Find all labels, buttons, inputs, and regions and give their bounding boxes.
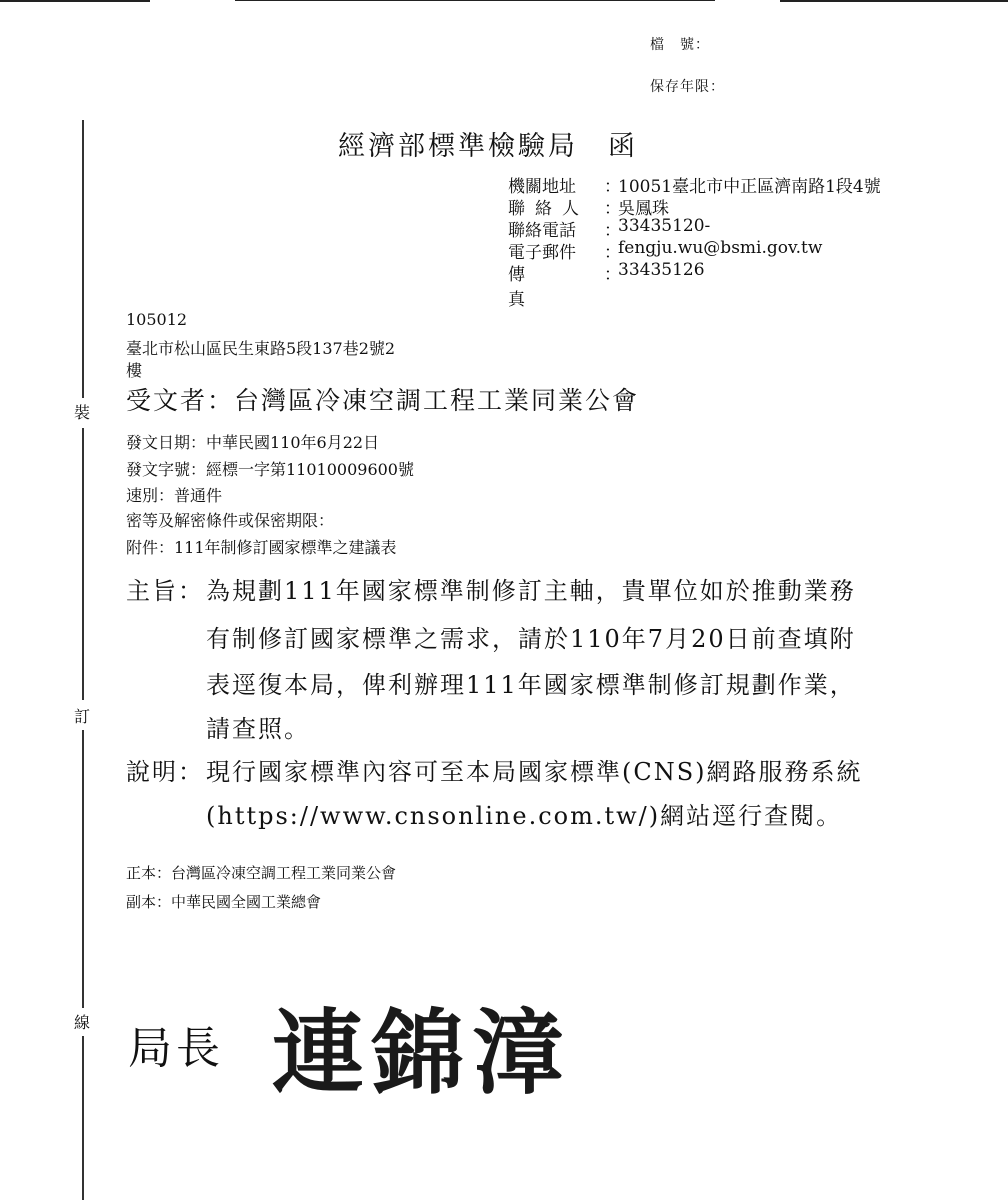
binding-mark-xian: 線	[72, 1010, 92, 1033]
subject-label: 主旨：	[126, 577, 204, 605]
binding-mark-zhuang: 裝	[72, 400, 92, 423]
contact-value: 10051臺北市中正區濟南路1段4號	[618, 177, 881, 197]
copy-recipient: 副本：中華民國全國工業總會	[126, 893, 322, 911]
contact-colon: ：	[604, 243, 621, 263]
signatory-title: 局長	[128, 1023, 224, 1074]
binding-line	[82, 1036, 84, 1200]
contact-key: 聯絡電話	[508, 221, 576, 241]
top-rule	[780, 0, 1008, 2]
file-number-label: 檔 號：	[650, 37, 710, 53]
binding-line	[82, 730, 84, 1008]
contact-colon: ：	[604, 177, 621, 197]
retention-label: 保存年限：	[650, 79, 725, 95]
explanation-line: 現行國家標準內容可至本局國家標準(CNS)網路服務系統	[206, 758, 863, 786]
contact-key: 電子郵件	[508, 243, 576, 263]
contact-value: 吳鳳珠	[618, 199, 669, 219]
contact-value: 33435126	[618, 260, 705, 280]
recipient: 受文者：台灣區冷凍空調工程工業同業公會	[126, 386, 640, 415]
contact-key: 傳真	[508, 265, 569, 310]
binding-line	[82, 120, 84, 398]
contact-key: 聯絡人	[508, 199, 589, 219]
contact-colon: ：	[604, 199, 621, 219]
contact-value: fengju.wu@bsmi.gov.tw	[618, 238, 823, 258]
dispatch-date: 發文日期：中華民國110年6月22日	[126, 433, 380, 452]
subject-line: 表逕復本局，俾利辦理111年國家標準制修訂規劃作業，	[206, 671, 856, 699]
postal-code: 105012	[126, 310, 188, 329]
top-rule	[0, 0, 150, 2]
subject-line: 為規劃111年國家標準制修訂主軸，貴單位如於推動業務	[206, 577, 856, 605]
attachment: 附件：111年制修訂國家標準之建議表	[126, 538, 397, 557]
contact-colon: ：	[604, 265, 621, 285]
explanation-line: (https://www.cnsonline.com.tw/)網站逕行查閱。	[206, 802, 843, 830]
document-number: 發文字號：經標一字第11010009600號	[126, 460, 414, 479]
address-line-1: 臺北市松山區民生東路5段137巷2號2	[126, 339, 396, 358]
page-title: 經濟部標準檢驗局 函	[338, 131, 638, 162]
contact-colon: ：	[604, 221, 621, 241]
binding-line	[82, 428, 84, 700]
subject-line: 請查照。	[206, 715, 310, 743]
original-recipient: 正本：台灣區冷凍空調工程工業同業公會	[126, 864, 397, 882]
contact-value: 33435120-	[618, 216, 711, 236]
binding-mark-ding: 訂	[72, 704, 92, 727]
contact-row	[508, 260, 705, 310]
address-line-2: 樓	[126, 361, 143, 380]
speed-class: 速別：普通件	[126, 486, 223, 505]
signature-name: 連錦漳	[272, 999, 573, 1107]
top-rule	[235, 0, 715, 1]
subject-line: 有制修訂國家標準之需求，請於110年7月20日前查填附	[206, 625, 856, 653]
security-level: 密等及解密條件或保密期限：	[126, 511, 335, 530]
explanation-label: 說明：	[126, 758, 204, 786]
contact-key: 機關地址	[508, 177, 576, 197]
